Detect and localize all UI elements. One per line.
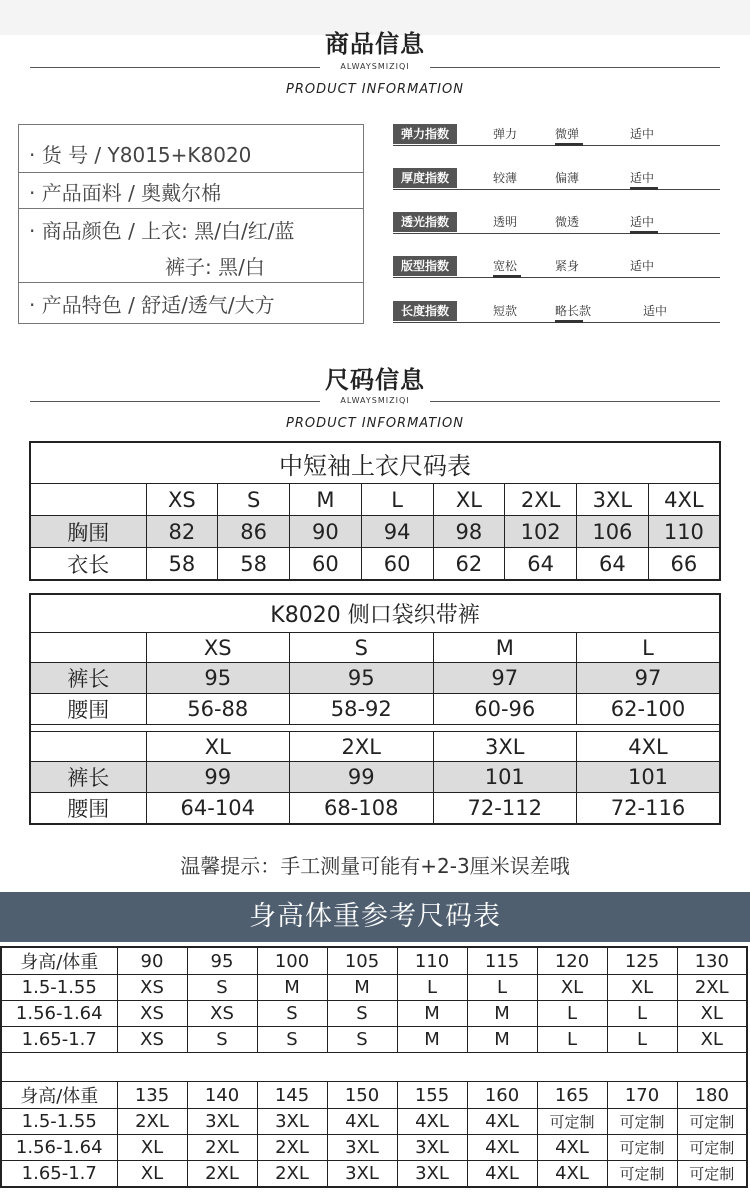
index-line <box>393 277 720 278</box>
table-cell: 90 <box>117 947 187 975</box>
table-cell: 4XL <box>467 1109 537 1135</box>
info-fabric: · 产品面料 / 奥戴尔棉 <box>29 181 222 205</box>
size-cell: 3XL <box>577 484 649 516</box>
table-cell: XL <box>607 975 677 1001</box>
table-cell: 97 <box>577 663 721 694</box>
table-row <box>30 516 720 548</box>
table-cell: 165 <box>537 1082 607 1109</box>
table-cell: XL <box>117 1161 187 1188</box>
index-option: 紧身 <box>555 259 580 273</box>
table-cell: 180 <box>677 1082 747 1109</box>
table-cell: 64-104 <box>146 793 290 825</box>
table-row <box>1 1161 747 1188</box>
table-cell: XL <box>677 1001 747 1027</box>
index-label: 厚度指数 <box>393 168 457 188</box>
table-cell: 2XL <box>187 1135 257 1161</box>
table-cell: M <box>467 1001 537 1027</box>
table-header-row <box>30 732 720 762</box>
index-option: 适中 <box>630 127 655 141</box>
table-cell: 90 <box>290 516 362 548</box>
table-cell: M <box>397 1027 467 1053</box>
table-cell: 2XL <box>187 1161 257 1188</box>
table-cell: L <box>397 975 467 1001</box>
table-cell: 可定制 <box>607 1109 677 1135</box>
table-cell: 58 <box>146 548 218 581</box>
row-label: 裤长 <box>30 663 146 694</box>
brand-label: ALWAYSMIZIQI <box>340 396 410 405</box>
size-cell: 3XL <box>433 732 577 762</box>
table-cell: 2XL <box>257 1161 327 1188</box>
table-cell: 102 <box>505 516 577 548</box>
table-cell: 64 <box>505 548 577 581</box>
table-cell: 97 <box>433 663 577 694</box>
table-cell: 101 <box>433 762 577 793</box>
index-selected-marker <box>555 143 583 146</box>
size-cell: M <box>433 633 577 663</box>
table-cell: 3XL <box>397 1135 467 1161</box>
pants-size-table <box>29 593 721 825</box>
table-cell: 155 <box>397 1082 467 1109</box>
table-cell: 95 <box>146 663 290 694</box>
table-cell: 62-100 <box>577 694 721 725</box>
table-cell: M <box>467 1027 537 1053</box>
table-cell: 140 <box>187 1082 257 1109</box>
table-cell: 58 <box>218 548 290 581</box>
index-option: 透明 <box>493 215 518 229</box>
table-cell: L <box>607 1001 677 1027</box>
row-label: 胸围 <box>30 516 146 548</box>
table-cell: 60 <box>290 548 362 581</box>
table-cell: 72-112 <box>433 793 577 825</box>
table-cell: 94 <box>361 516 433 548</box>
size-cell: S <box>290 633 434 663</box>
brand-label: ALWAYSMIZIQI <box>340 62 410 71</box>
table-separator <box>1 1053 747 1082</box>
table-row <box>1 1109 747 1135</box>
table-cell: 3XL <box>327 1161 397 1188</box>
index-label: 弹力指数 <box>393 124 457 144</box>
size-cell: 2XL <box>505 484 577 516</box>
table-cell: 105 <box>327 947 397 975</box>
table-cell: 99 <box>290 762 434 793</box>
table-cell: M <box>397 1001 467 1027</box>
index-line <box>393 189 720 190</box>
table-cell: 68-108 <box>290 793 434 825</box>
table-cell: 130 <box>677 947 747 975</box>
table-row <box>30 762 720 793</box>
table-cell: XL <box>117 1135 187 1161</box>
index-option: 微弹 <box>555 127 580 141</box>
header-cell <box>30 633 146 663</box>
table-cell: M <box>327 975 397 1001</box>
table-cell: 95 <box>187 947 257 975</box>
info-row-color <box>19 209 363 283</box>
size-cell: 4XL <box>648 484 720 516</box>
info-color-top: · 商品颜色 / 上衣: 黑/白/红/蓝 <box>29 219 295 243</box>
table-row <box>1 1135 747 1161</box>
table-cell: 可定制 <box>537 1109 607 1135</box>
table-cell: 72-116 <box>577 793 721 825</box>
table-cell: 可定制 <box>677 1161 747 1188</box>
index-option: 短款 <box>493 304 518 318</box>
info-sku: · 货 号 / Y8015+K8020 <box>29 143 252 167</box>
size-cell: 2XL <box>290 732 434 762</box>
table-cell: XS <box>187 1001 257 1027</box>
table-cell: 95 <box>290 663 434 694</box>
index-selected-marker <box>630 231 658 234</box>
section-title-size: 尺码信息 <box>325 366 425 394</box>
table-cell: 3XL <box>327 1135 397 1161</box>
table-cell: 60-96 <box>433 694 577 725</box>
index-option: 较薄 <box>493 171 518 185</box>
index-option: 偏薄 <box>555 171 580 185</box>
table-separator <box>30 725 720 732</box>
index-option: 弹力 <box>493 127 518 141</box>
table-cell: 2XL <box>257 1135 327 1161</box>
reference-band-title: 身高体重参考尺码表 <box>0 892 750 942</box>
table-cell: 110 <box>397 947 467 975</box>
table-cell: 98 <box>433 516 505 548</box>
table-row <box>1 1001 747 1027</box>
table-cell: L <box>537 1027 607 1053</box>
table-cell: 106 <box>577 516 649 548</box>
table-cell: 110 <box>648 516 720 548</box>
size-cell: XL <box>433 484 505 516</box>
table-cell: XS <box>117 1001 187 1027</box>
info-row-sku <box>19 125 363 173</box>
table-cell: L <box>607 1027 677 1053</box>
row-label: 1.5-1.55 <box>1 975 117 1001</box>
row-label: 腰围 <box>30 793 146 825</box>
table-cell: S <box>257 1027 327 1053</box>
table-cell: XS <box>117 975 187 1001</box>
table-cell: 56-88 <box>146 694 290 725</box>
table-cell: 4XL <box>537 1135 607 1161</box>
row-label: 1.5-1.55 <box>1 1109 117 1135</box>
table-header-row <box>30 633 720 663</box>
row-label: 裤长 <box>30 762 146 793</box>
table-cell: L <box>537 1001 607 1027</box>
table-cell: 3XL <box>397 1161 467 1188</box>
table-cell: 可定制 <box>677 1109 747 1135</box>
table-row <box>1 1027 747 1053</box>
table-cell: XL <box>677 1027 747 1053</box>
info-color-pants: 裤子: 黑/白 <box>165 255 265 279</box>
table-row <box>1 947 747 975</box>
table-cell: 99 <box>146 762 290 793</box>
section-subtitle: PRODUCT INFORMATION <box>286 82 464 97</box>
table-cell: 160 <box>467 1082 537 1109</box>
table-caption: 中短袖上衣尺码表 <box>30 442 720 484</box>
size-cell: XL <box>146 732 290 762</box>
info-row-feature <box>19 283 363 323</box>
size-cell: L <box>577 633 721 663</box>
index-label: 长度指数 <box>393 301 457 321</box>
table-cell: 64 <box>577 548 649 581</box>
measurement-tip: 温馨提示：手工测量可能有+2-3厘米误差哦 <box>180 854 570 878</box>
table-cell: 100 <box>257 947 327 975</box>
size-cell: XS <box>146 484 218 516</box>
table-cell: 可定制 <box>607 1161 677 1188</box>
table-row <box>30 663 720 694</box>
table-cell: 82 <box>146 516 218 548</box>
info-row-fabric <box>19 173 363 209</box>
table-cell: 4XL <box>327 1109 397 1135</box>
header-cell <box>30 732 146 762</box>
table-cell: 101 <box>577 762 721 793</box>
table-cell: 170 <box>607 1082 677 1109</box>
table-cell: 可定制 <box>607 1135 677 1161</box>
table-cell: 66 <box>648 548 720 581</box>
size-cell: S <box>218 484 290 516</box>
row-label: 衣长 <box>30 548 146 581</box>
height-weight-table <box>0 946 748 1188</box>
table-row <box>1 975 747 1001</box>
index-selected-marker <box>493 275 521 278</box>
row-label: 腰围 <box>30 694 146 725</box>
size-cell: L <box>361 484 433 516</box>
row-label: 1.56-1.64 <box>1 1135 117 1161</box>
product-info-box <box>18 124 364 324</box>
table-cell: 120 <box>537 947 607 975</box>
index-selected-marker <box>630 187 658 190</box>
section-subtitle: PRODUCT INFORMATION <box>286 416 464 431</box>
index-option: 宽松 <box>493 259 518 273</box>
table-cell: 125 <box>607 947 677 975</box>
row-label: 身高/体重 <box>1 947 117 975</box>
table-cell: 150 <box>327 1082 397 1109</box>
table-cell: XL <box>537 975 607 1001</box>
row-label: 1.65-1.7 <box>1 1161 117 1188</box>
header-cell <box>30 484 146 516</box>
table-cell: S <box>327 1001 397 1027</box>
table-row <box>30 694 720 725</box>
index-option: 适中 <box>630 259 655 273</box>
info-feature: · 产品特色 / 舒适/透气/大方 <box>29 293 275 317</box>
index-option: 适中 <box>630 215 655 229</box>
table-row <box>1 1082 747 1109</box>
table-cell: 4XL <box>467 1161 537 1188</box>
size-cell: 4XL <box>577 732 721 762</box>
table-cell: 145 <box>257 1082 327 1109</box>
table-cell: XS <box>117 1027 187 1053</box>
index-label: 版型指数 <box>393 256 457 276</box>
table-cell: 3XL <box>257 1109 327 1135</box>
table-cell: 2XL <box>677 975 747 1001</box>
table-cell: 58-92 <box>290 694 434 725</box>
table-header-row <box>30 484 720 516</box>
table-cell: L <box>467 975 537 1001</box>
size-cell: XS <box>146 633 290 663</box>
table-caption: K8020 侧口袋织带裤 <box>30 594 720 633</box>
table-row <box>30 548 720 581</box>
size-cell: M <box>290 484 362 516</box>
table-cell: 86 <box>218 516 290 548</box>
section-title-product: 商品信息 <box>325 30 425 58</box>
index-option: 适中 <box>643 304 668 318</box>
table-cell: 2XL <box>117 1109 187 1135</box>
index-selected-marker <box>555 320 583 323</box>
index-option: 略长款 <box>555 304 592 318</box>
index-option: 微透 <box>555 215 580 229</box>
table-cell: 62 <box>433 548 505 581</box>
index-label: 透光指数 <box>393 212 457 232</box>
table-cell: S <box>327 1027 397 1053</box>
row-label: 1.56-1.64 <box>1 1001 117 1027</box>
table-cell: 可定制 <box>677 1135 747 1161</box>
table-cell: 3XL <box>187 1109 257 1135</box>
row-label: 身高/体重 <box>1 1082 117 1109</box>
index-line <box>393 233 720 234</box>
table-cell: S <box>187 975 257 1001</box>
table-cell: S <box>187 1027 257 1053</box>
table-cell: 115 <box>467 947 537 975</box>
table-cell: 4XL <box>537 1161 607 1188</box>
table-cell: 135 <box>117 1082 187 1109</box>
table-cell: S <box>257 1001 327 1027</box>
index-option: 适中 <box>630 171 655 185</box>
table-row <box>30 793 720 825</box>
table-cell: 4XL <box>397 1109 467 1135</box>
table-cell: M <box>257 975 327 1001</box>
table-cell: 60 <box>361 548 433 581</box>
top-size-table <box>29 441 721 581</box>
table-cell: 4XL <box>467 1135 537 1161</box>
row-label: 1.65-1.7 <box>1 1027 117 1053</box>
